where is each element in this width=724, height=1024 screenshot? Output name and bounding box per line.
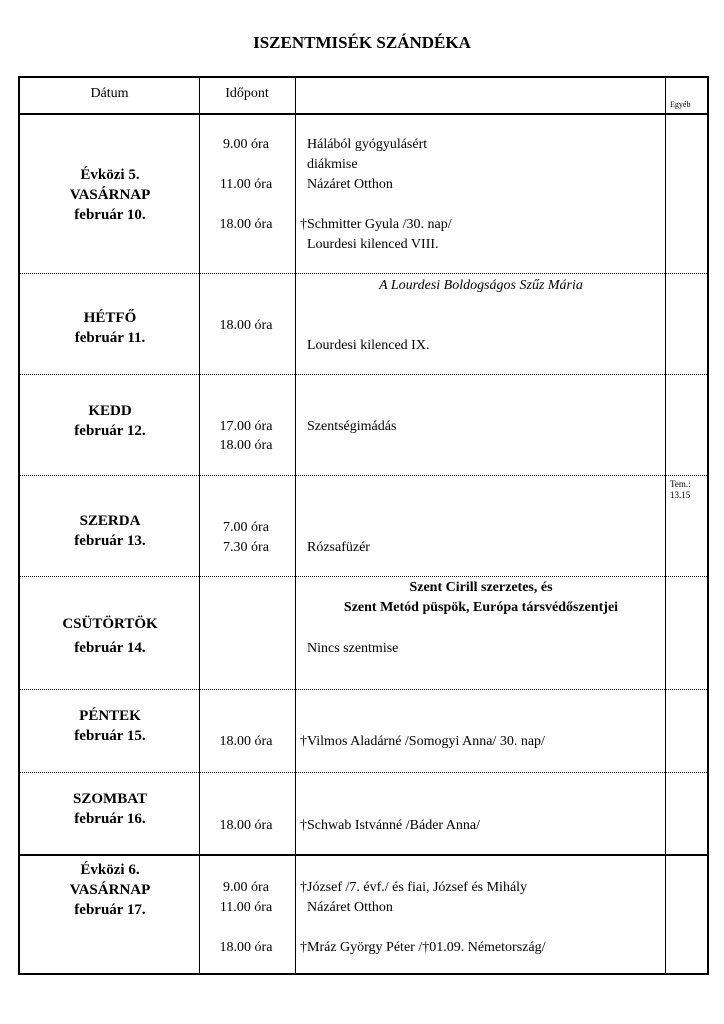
day-label: SZOMBAT február 16. [73,791,147,827]
row-divider [20,689,707,690]
mass-time: 11.00 óra [219,900,273,915]
day-label: CSÜTÖRTÖK február 14. [62,616,158,656]
header-date: Dátum [90,86,129,101]
day-label: PÉNTEK február 15. [74,708,146,744]
mass-time: 11.00 óra [219,177,273,192]
mass-time: 7.30 óra [223,540,269,555]
day-label: KEDD február 12. [74,403,146,439]
row-divider [20,854,707,856]
other-note: Tem.: 13.15 [670,479,691,500]
mass-time: 18.00 óra [219,438,273,453]
intention: Lourdesi kilenced IX. [307,338,430,353]
intention: †Schwab Istvánné /Báder Anna/ [300,818,481,833]
column-divider [295,78,296,973]
day-label: Évközi 5. VASÁRNAP február 10. [69,167,151,223]
column-divider [665,78,666,973]
mass-time: 18.00 óra [219,734,273,749]
header-divider [20,113,707,115]
mass-time: 9.00 óra [223,880,269,895]
day-label: Évközi 6. VASÁRNAP február 17. [69,862,151,918]
intention: Názáret Otthon [307,177,393,192]
mass-time: 18.00 óra [219,318,273,333]
mass-time: 18.00 óra [219,217,273,232]
row-divider [20,273,707,274]
intention: Lourdesi kilenced VIII. [307,237,439,252]
intention: †Vilmos Aladárné /Somogyi Anna/ 30. nap/ [300,734,545,749]
mass-time: 17.00 óra [219,419,273,434]
intention: Nincs szentmise [307,641,399,656]
mass-time: 9.00 óra [223,137,269,152]
row-divider [20,374,707,375]
intention: Názáret Otthon [307,900,393,915]
day-label: SZERDA február 13. [74,513,146,549]
feast-title: Szent Cirill szerzetes, és Szent Metód püspök, Európa társvédőszentjei [343,580,619,615]
intention: diákmise [307,157,358,172]
row-divider [20,576,707,577]
header-other: Egyéb [670,100,691,109]
day-label: HÉTFŐ február 11. [74,310,146,346]
intention: †József /7. évf./ és fiai, József és Mihály [300,880,528,895]
feast-title: A Lourdesi Boldogságos Szűz Mária [379,278,583,293]
mass-time: 18.00 óra [219,818,273,833]
mass-time: 18.00 óra [219,940,273,955]
row-divider [20,475,707,476]
mass-intentions-table [18,76,709,975]
header-time: Időpont [225,86,269,101]
intention: Rózsafüzér [307,540,370,555]
row-divider [20,772,707,773]
intention: Hálából gyógyulásért [307,137,428,152]
page-title: ISZENTMISÉK SZÁNDÉKA [253,33,471,52]
intention: Szentségimádás [307,419,397,434]
mass-time: 7.00 óra [223,520,269,535]
intention: †Mráz György Péter /†01.09. Németország/ [300,940,546,955]
intention: †Schmitter Gyula /30. nap/ [300,217,452,232]
